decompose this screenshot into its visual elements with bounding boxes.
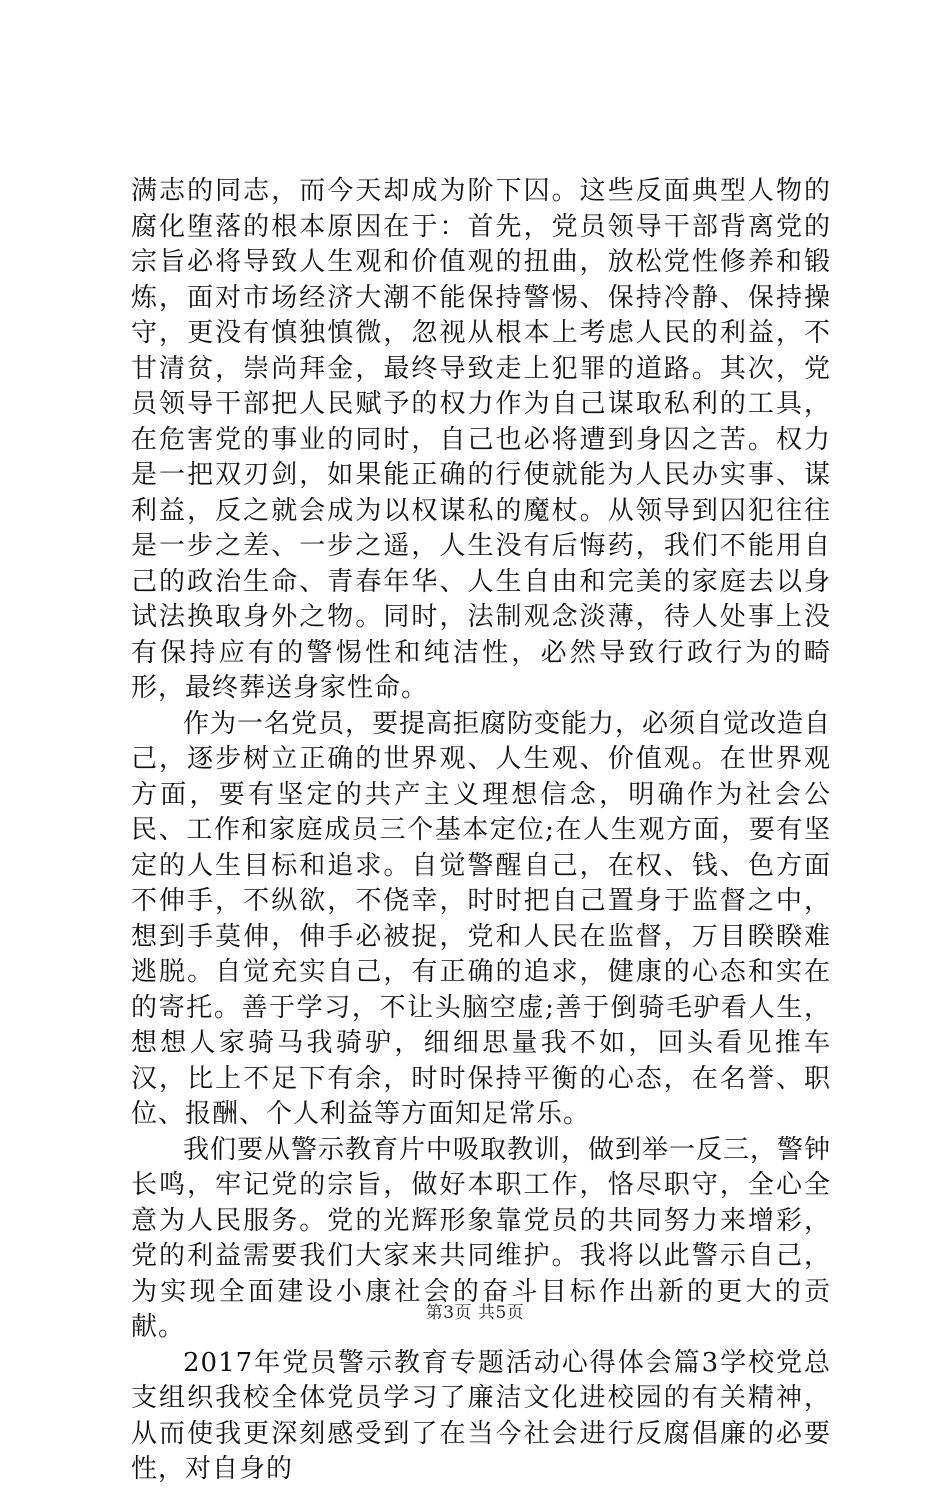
paragraph-3: 我们要从警示教育片中吸取教训，做到举一反三，警钟长鸣，牢记党的宗旨，做好本职工作，恪尽职守，全心全意为人民服务。党的光辉形象靠党员的共同努力来增彩，党的利益需要我们大家来共同维护。我将以此警示自己，为实现全面建设小康社会的奋斗目标作出新的更大的贡献。 [131,1134,832,1342]
page-footer: 第3页 共5页 [425,1303,525,1323]
paragraph-2: 作为一名党员，要提高拒腐防变能力，必须自觉改造自己，逐步树立正确的世界观、人生观、价值观。在世界观方面，要有坚定的共产主义理想信念，明确作为社会公民、工作和家庭成员三个基本定位;在人生观方面，要有坚定的人生目标和追求。自觉警醒自己，在权、钱、色方面不伸手，不纵欲，不侥幸，时时把自己置身于监督之中，想到手莫伸，伸手必被捉，党和人民在监督，万目睽睽难逃脱。自觉充实自己，有正确的追求，健康的心态和实在的寄托。善于学习，不让头脑空虚;善于倒骑毛驴看人生，想想人家骑马我骑驴，细细思量我不如，回头看见推车汉，比上不足下有余，时时保持平衡的心态，在名誉、职位、报酬、个人利益等方面知足常乐。 [131,708,832,1129]
paragraph-1: 满志的同志，而今天却成为阶下囚。这些反面典型人物的腐化堕落的根本原因在于：首先，党员领导干部背离党的宗旨必将导致人生观和价值观的扭曲，放松党性修养和锻炼，面对市场经济大潮不能保持警惕、保持冷静、保持操守，更没有慎独慎微，忽视从根本上考虑人民的利益，不甘清贫，崇尚拜金，最终导致走上犯罪的道路。其次，党员领导干部把人民赋予的权力作为自己谋取私利的工具，在危害党的事业的同时，自己也必将遭到身囚之苦。权力是一把双刃剑，如果能正确的行使就能为人民办实事、谋利益，反之就会成为以权谋私的魔杖。从领导到囚犯往往是一步之差、一步之遥，人生没有后悔药，我们不能用自己的政治生命、青春年华、人生自由和完美的家庭去以身试法换取身外之物。同时，法制观念淡薄，待人处事上没有保持应有的警惕性和纯洁性，必然导致行政行为的畸形，最终葬送身家性命。 [131,176,831,703]
document-body [131,174,831,1488]
paragraph-4: 2017年党员警示教育专题活动心得体会篇3学校党总支组织我校全体党员学习了廉洁文化进校园的有关精神，从而使我更深刻感受到了在当今社会进行反腐倡廉的必要性，对自身的 [131,1347,831,1484]
